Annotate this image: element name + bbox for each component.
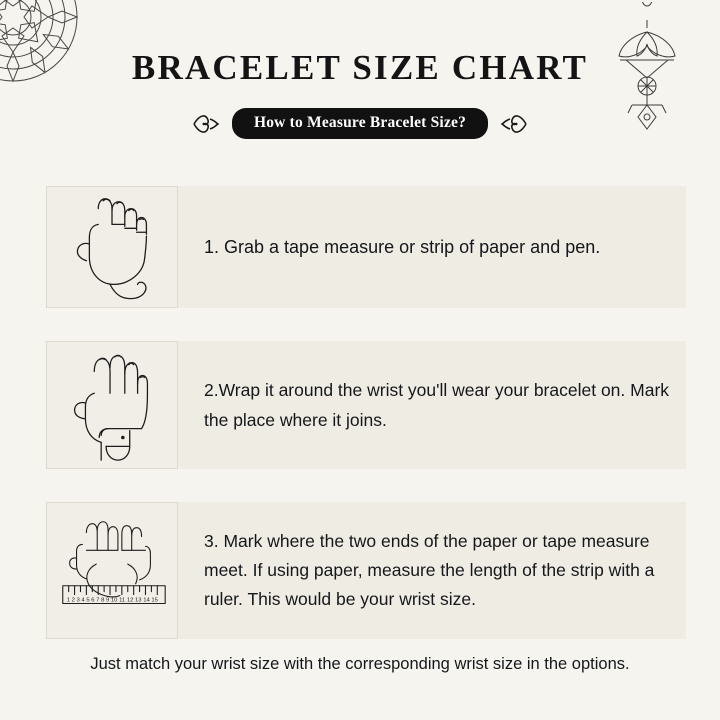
page-title: BRACELET SIZE CHART <box>131 48 589 87</box>
ruler-tick-labels: 1 2 3 4 5 6 7 8 9 10 11 12 13 14 15 <box>66 597 158 604</box>
subtitle-pill: How to Measure Bracelet Size? <box>232 108 488 139</box>
ruler-measuring-illustration-icon <box>47 503 177 638</box>
footer-note: Just match your wrist size with the corresponding wrist size in the options. <box>90 655 630 673</box>
step-3 <box>46 502 686 639</box>
step-2-text: 2.Wrap it around the wrist you'll wear your bracelet on. Mark the place where it joins. <box>204 380 670 430</box>
step-3-text: 3. Mark where the two ends of the paper or tape measure meet. If using paper, measure the length of the strip with a ruler. This would be your wrist size. <box>204 531 655 609</box>
subtitle-row <box>0 108 720 139</box>
step-1-text: 1. Grab a tape measure or strip of paper and pen. <box>204 237 601 257</box>
hand-with-tape-illustration-icon <box>47 342 177 468</box>
step-1 <box>46 186 686 308</box>
flourish-left-icon <box>192 111 222 137</box>
closed-fist-illustration-icon <box>47 187 177 307</box>
step-3-image <box>46 502 178 639</box>
step-2-image <box>46 341 178 469</box>
step-2 <box>46 341 686 469</box>
flourish-right-icon <box>498 111 528 137</box>
step-1-image <box>46 186 178 308</box>
